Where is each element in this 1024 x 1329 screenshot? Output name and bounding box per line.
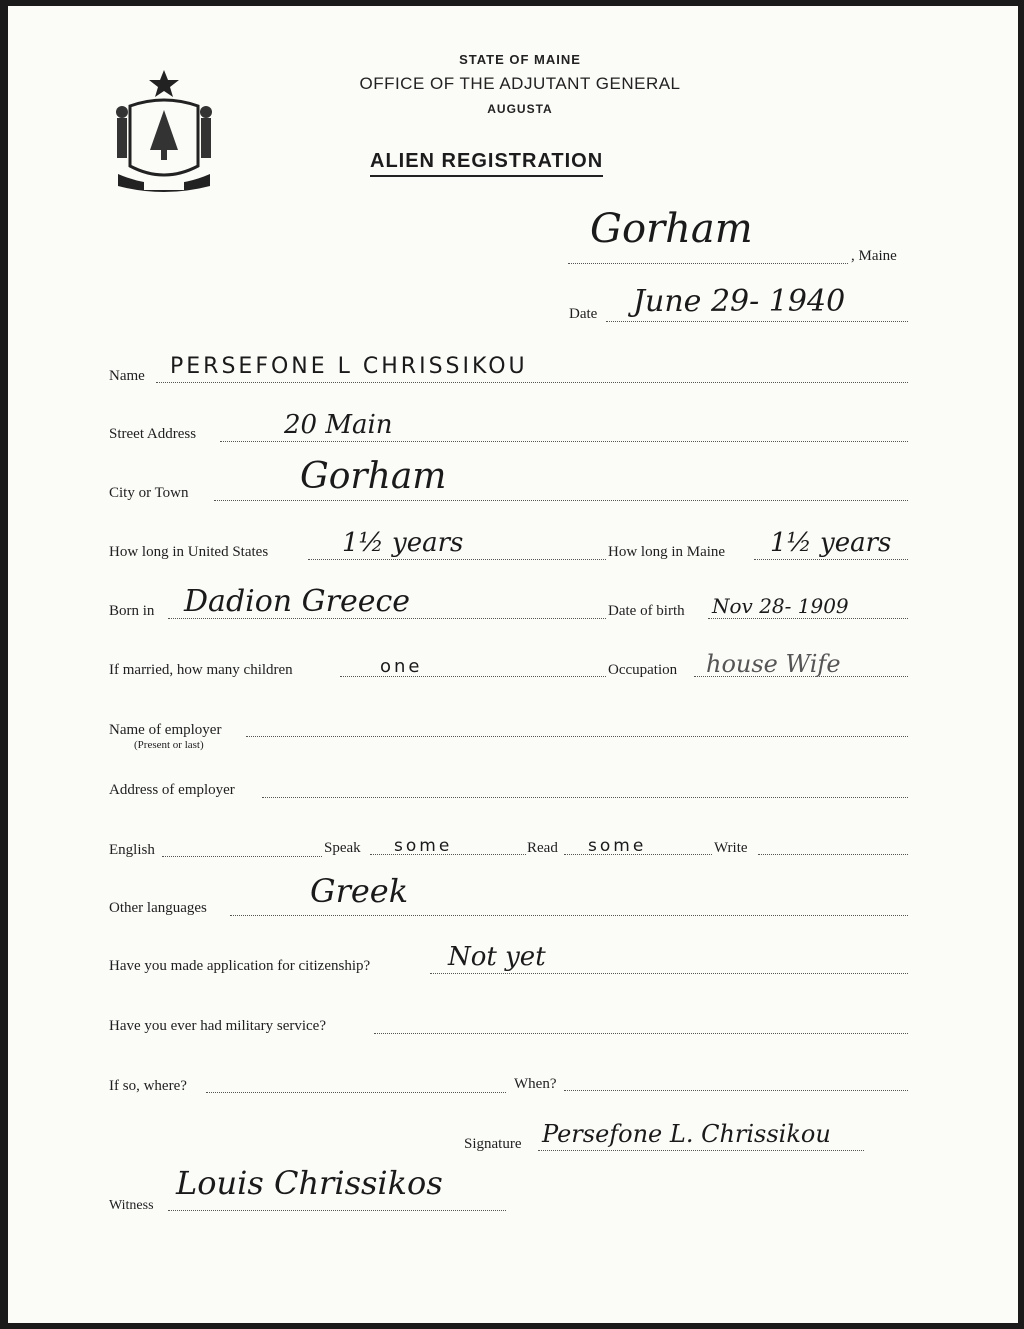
street-line [220,441,908,442]
present-or-last-label: (Present or last) [134,739,204,751]
witness-entry: Louis Chrissikos [176,1164,443,1202]
employer-address-label: Address of employer [109,782,235,798]
employer-name-line [246,736,908,737]
street-label: Street Address [109,426,197,442]
name-line [156,382,908,383]
witness-line [168,1210,506,1211]
form-title: ALIEN REGISTRATION [370,150,603,177]
born-in-label: Born in [109,603,155,619]
citizenship-line [430,973,908,974]
witness-label: Witness [109,1198,154,1213]
if-so-where-label: If so, where? [109,1078,187,1094]
employer-name-label: Name of employer [109,722,222,738]
how-long-maine-entry: 1½ years [770,528,892,558]
name-label: Name [109,368,145,384]
write-line [758,854,908,855]
military-line [374,1033,908,1034]
header-office: OFFICE OF THE ADJUTANT GENERAL [359,74,681,93]
signature-line [538,1150,864,1151]
read-entry: some [588,836,647,856]
date-label: Date [569,306,598,322]
speak-label: Speak [324,840,361,856]
how-long-us-entry: 1½ years [342,528,464,558]
how-long-maine-label: How long in Maine [608,544,726,560]
town-line [568,263,848,264]
citizenship-entry: Not yet [448,942,546,972]
occupation-entry: house Wife [706,650,841,678]
city-label: City or Town [109,485,189,501]
married-children-label: If married, how many children [109,662,293,678]
how-long-us-label: How long in United States [109,544,269,560]
name-entry: PERSEFONE L CHRISSIKOU [170,354,528,379]
header-state: STATE OF MAINE [459,52,581,67]
how-long-maine-line [754,559,908,560]
write-label: Write [714,840,748,856]
children-entry: one [380,656,423,677]
other-languages-entry: Greek [310,872,409,910]
when-line [564,1090,908,1091]
town-entry: Gorham [590,206,753,252]
if-so-where-line [206,1092,506,1093]
when-label: When? [514,1076,557,1092]
date-line [606,321,908,322]
street-entry: 20 Main [284,410,393,440]
other-languages-label: Other languages [109,900,207,916]
date-of-birth-entry: Nov 28- 1909 [712,594,849,618]
occupation-label: Occupation [608,662,678,678]
read-label: Read [527,840,558,856]
city-line [214,500,908,501]
date-of-birth-line [708,618,908,619]
date-of-birth-label: Date of birth [608,603,685,619]
born-in-entry: Dadion Greece [184,584,411,619]
employer-address-line [262,797,908,798]
registration-form [8,6,1018,1323]
english-line [162,856,322,857]
english-label: English [109,842,155,858]
date-entry: June 29- 1940 [633,284,846,319]
signature-label: Signature [464,1136,522,1152]
other-languages-line [230,915,908,916]
citizenship-label: Have you made application for citizenship? [109,958,371,974]
how-long-us-line [308,559,606,560]
city-entry: Gorham [300,456,447,497]
military-label: Have you ever had military service? [109,1018,326,1034]
header-city: AUGUSTA [487,102,553,116]
signature-entry: Persefone L. Chrissikou [542,1120,831,1148]
maine-label: , Maine [851,248,897,264]
speak-entry: some [394,836,453,856]
